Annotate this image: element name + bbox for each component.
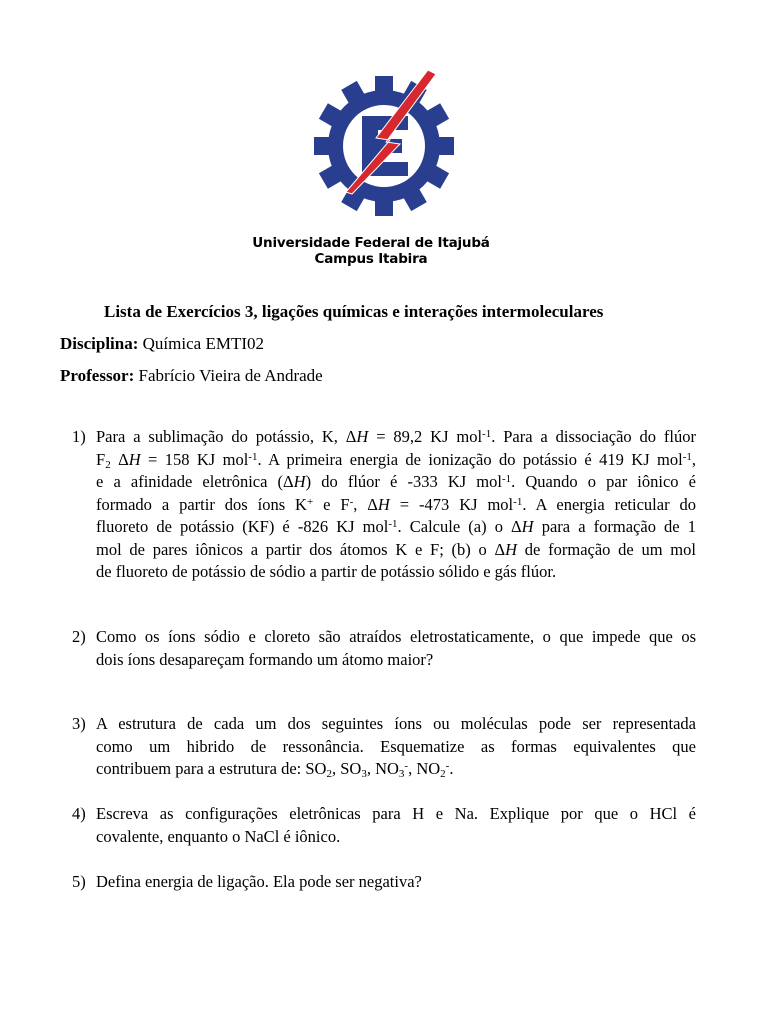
question-text (96, 626, 696, 671)
text-line: de fluoreto de potássio de sódio a partir de potássio sólido e gás flúor. (96, 562, 557, 581)
text-line: covalente, enquanto o NaCl é iônico. (96, 826, 341, 846)
question-text (96, 871, 696, 894)
text-line: mol de pares iônicos a partir dos átomos K e F; (b) o ΔH de formação de um mol (96, 539, 696, 559)
text-line: A estrutura de cada um dos seguintes íons ou moléculas pode ser representada (96, 714, 696, 733)
university-name: Universidade Federal de Itajubá (252, 235, 490, 251)
professor-label: Professor: (60, 366, 135, 385)
professor-value: Fabrício Vieira de Andrade (134, 366, 323, 385)
text-line: Escreva as configurações eletrônicas para H e Na. Explique por que o HCl é (96, 804, 696, 823)
header-logo-block (0, 62, 768, 272)
text-line: Para a sublimação do potássio, K, ΔH = 89,2 KJ mol$^{-1}$. Para a dissociação do flúor (96, 427, 696, 446)
university-logo (314, 62, 454, 234)
text-line: Defina energia de ligação. Ela pode ser negativa? (96, 872, 422, 891)
question-3 (72, 713, 696, 781)
question-text (96, 713, 696, 781)
question-number: 4) (72, 804, 86, 823)
campus-name: Campus Itabira (314, 251, 428, 267)
text-line: como um hibrido de ressonância. Esquematize as formas equivalentes que (96, 736, 696, 756)
question-number: 3) (72, 714, 86, 733)
question-1 (72, 426, 696, 584)
question-2 (72, 626, 696, 671)
discipline-value: Química EMTI02 (138, 334, 264, 353)
question-number: 1) (72, 427, 86, 446)
text-line: formado a partir dos íons K+ e F-, ΔH = -473 KJ mol$^{-1}$. A energia reticular do (96, 494, 697, 514)
question-number: 5) (72, 872, 86, 891)
text-line: fluoreto de potássio (KF) é -826 KJ mol$^{-1}$. Calcule (a) o ΔH para a formação de 1 (96, 517, 696, 536)
question-5 (72, 871, 696, 894)
text-line: Como os íons sódio e cloreto são atraídos eletrostaticamente, o que impede que os (96, 627, 696, 646)
question-text (96, 426, 696, 584)
discipline-label: Disciplina: (60, 334, 139, 353)
text-line: $F_2$ ΔH = 158 KJ mol$^{-1}$. A primeira energia de ionização do potássio é 419 KJ mol$^{-1}$, (96, 449, 696, 471)
text-line: contribuem para a estrutura de: $SO_2$, $SO_3$, $NO_3^-$, $NO_2^-$. (96, 759, 454, 780)
text-line: dois íons desapareçam formando um átomo maior? (96, 649, 434, 669)
document-title: Lista de Exercícios 3, ligações químicas e interações intermoleculares (104, 302, 604, 321)
discipline-line (60, 334, 264, 354)
text-line: e a afinidade eletrônica (ΔH) do flúor é -333 KJ mol$^{-1}$. Quando o par iônico é (96, 472, 696, 491)
question-number: 2) (72, 627, 86, 646)
question-4 (72, 803, 696, 848)
question-text (96, 803, 696, 848)
professor-line (60, 366, 323, 386)
